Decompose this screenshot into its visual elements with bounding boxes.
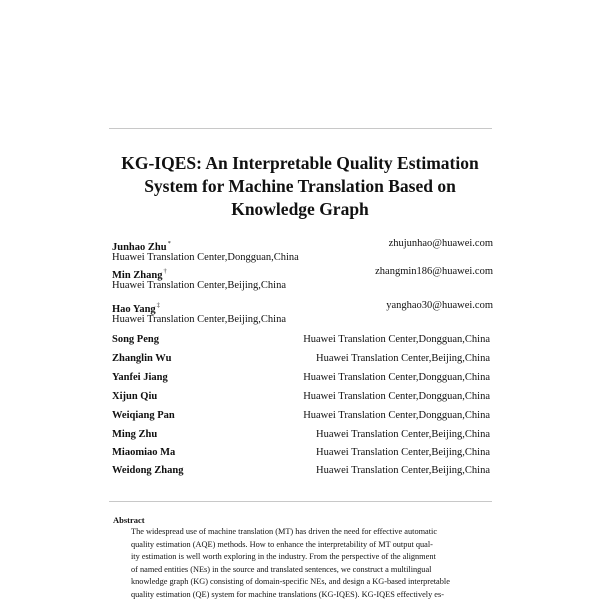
paper-title	[100, 152, 500, 221]
author-affiliation: Huawei Translation Center,Beijing,China	[316, 428, 490, 442]
author-name: Junhao Zhu	[112, 242, 167, 253]
abstract-line: quality estimation (QE) system for machine translations (KG-IQES). KG-IQES effectively es-	[131, 589, 476, 601]
author-affiliation: Huawei Translation Center,Dongguan,China	[303, 390, 490, 404]
author-affiliation: Huawei Translation Center,Beijing,China	[112, 313, 493, 327]
abstract-line: ity estimation is well worth exploring in the industry. From the perspective of the alignment	[131, 551, 476, 564]
author-mark: †	[163, 268, 166, 275]
author-email[interactable]: yanghao30@huawei.com	[386, 299, 493, 313]
author-name: Min Zhang	[112, 270, 162, 281]
author-row	[112, 464, 490, 478]
author-row	[112, 409, 490, 423]
author-affiliation: Huawei Translation Center,Beijing,China	[316, 464, 490, 478]
author-name: Song Peng	[112, 333, 159, 347]
author-affiliation: Huawei Translation Center,Beijing,China	[316, 352, 490, 366]
author-name: Weidong Zhang	[112, 464, 184, 478]
author-row	[112, 446, 490, 460]
abstract-line: quality estimation (AQE) methods. How to enhance the interpretability of MT output qual-	[131, 539, 476, 552]
author-row	[112, 352, 490, 366]
abstract-line: The widespread use of machine translation (MT) has driven the need for effective automatic	[131, 526, 476, 539]
author-affiliation: Huawei Translation Center,Dongguan,China	[303, 333, 490, 347]
top-rule	[109, 128, 492, 129]
author-name: Ming Zhu	[112, 428, 157, 442]
author-name: Zhanglin Wu	[112, 352, 171, 366]
author-mark: ‡	[157, 302, 160, 309]
author-name: Yanfei Jiang	[112, 371, 168, 385]
author-affiliation: Huawei Translation Center,Dongguan,China	[112, 251, 493, 265]
author-affiliation: Huawei Translation Center,Beijing,China	[316, 446, 490, 460]
author-affiliation: Huawei Translation Center,Dongguan,China	[303, 371, 490, 385]
abstract-line: knowledge graph (KG) consisting of domain-specific NEs, and design a KG-based interpretable	[131, 576, 476, 589]
abstract-line: of named entities (NEs) in the source and translated sentences, we construct a multilingual	[131, 564, 476, 577]
author-block	[112, 299, 493, 327]
author-email[interactable]: zhangmin186@huawei.com	[375, 265, 493, 279]
author-block	[112, 265, 493, 293]
author-affiliation: Huawei Translation Center,Dongguan,China	[303, 409, 490, 423]
author-row	[112, 371, 490, 385]
title-line: Knowledge Graph	[100, 198, 500, 221]
author-mark: *	[168, 240, 171, 247]
title-line: KG-IQES: An Interpretable Quality Estimation	[100, 152, 500, 175]
author-name: Weiqiang Pan	[112, 409, 175, 423]
author-affiliation: Huawei Translation Center,Beijing,China	[112, 279, 493, 293]
bottom-rule	[109, 501, 492, 502]
author-email[interactable]: zhujunhao@huawei.com	[389, 237, 493, 251]
author-name: Hao Yang	[112, 304, 156, 315]
abstract-body	[131, 526, 476, 601]
author-name: Miaomiao Ma	[112, 446, 175, 460]
author-block	[112, 237, 493, 265]
author-row	[112, 428, 490, 442]
author-row	[112, 390, 490, 404]
title-line: System for Machine Translation Based on	[100, 175, 500, 198]
abstract-heading: Abstract	[113, 515, 145, 525]
author-row	[112, 333, 490, 347]
author-name: Xijun Qiu	[112, 390, 157, 404]
